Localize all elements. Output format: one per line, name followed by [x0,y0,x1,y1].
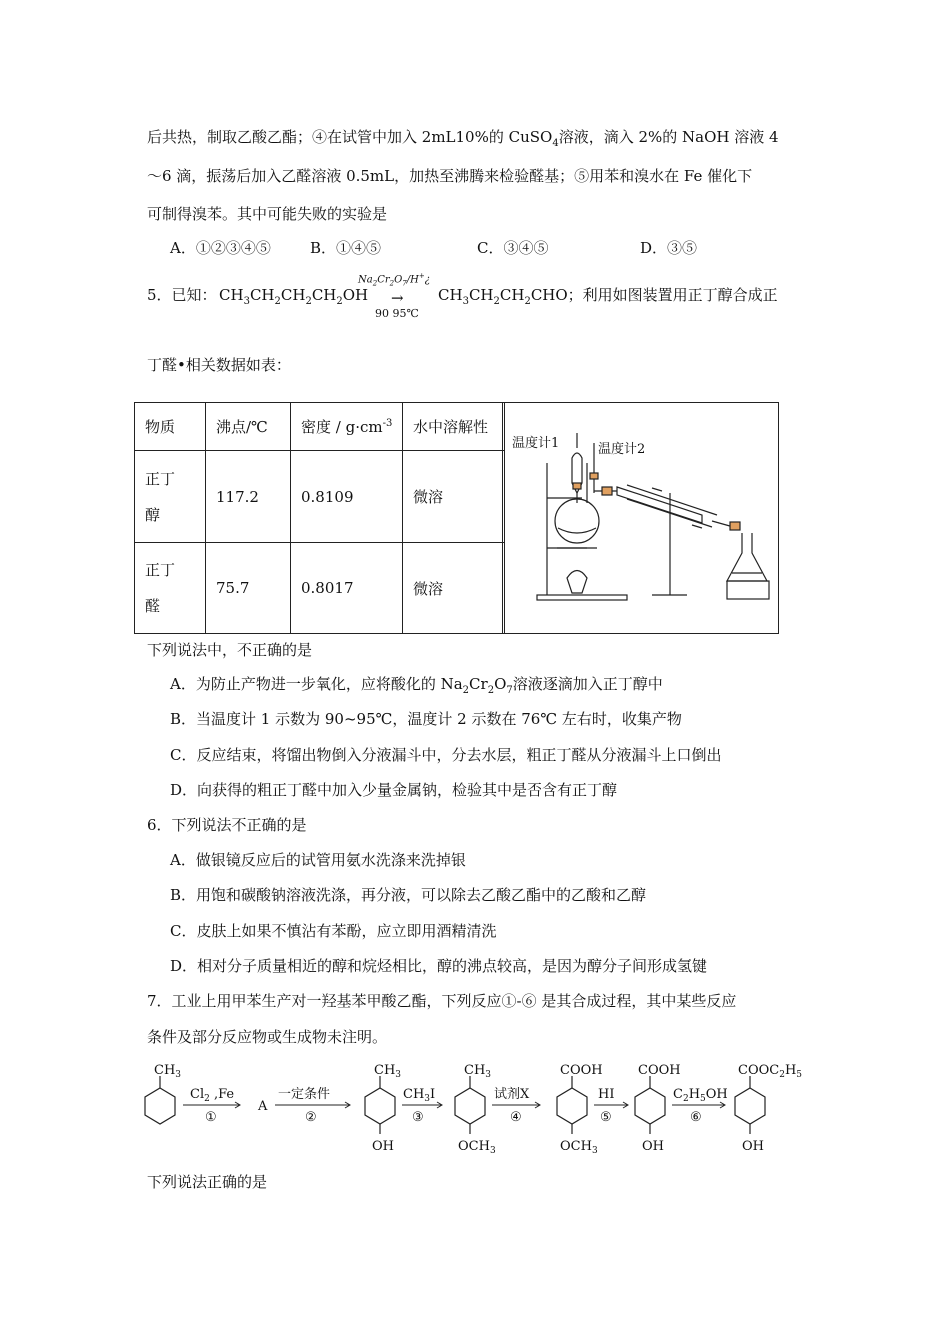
q4-option-c: C．③④⑤ [477,239,549,257]
svg-text:Cl2 ,Fe: $Cl_2$ ,Fe [190,1087,235,1104]
q5-arrow: → [391,289,404,307]
svg-text:COOH: COOH [638,1063,681,1078]
hydroxybenzoic-ring [635,1076,665,1134]
q5-prompt: 下列说法中，不正确的是 [147,641,313,659]
q7-line2: 条件及部分反应物或生成物未注明。 [147,1028,388,1046]
receiving-flask [727,533,767,581]
cell-solubility: 微溶 [403,543,505,634]
cell-bp: 117.2 [206,451,291,543]
intermediate-a: A [258,1099,268,1114]
anisic-acid-ring [557,1076,587,1134]
svg-text:⑤: ⑤ [600,1110,612,1125]
q6-option-d: D．相对分子质量相近的醇和烷烃相比，醇的沸点较高，是因为醇分子间形成氢键 [170,957,708,975]
cell-density: 0.8109 [291,451,403,543]
q5-option-b: B．当温度计 1 示数为 90~95℃，温度计 2 示数在 76℃ 左右时，收集产物 [170,710,682,728]
svg-text:OCH3: $OCH_3$ [458,1139,496,1156]
cell-bp: 75.7 [206,543,291,634]
methylanisole-ring [455,1076,485,1134]
q4-line1-sub: 4 [552,138,559,149]
table-row [135,451,505,543]
condenser [617,487,702,523]
cell-name: 正丁 醛 [135,543,206,634]
header-bp: 沸点/℃ [206,403,291,451]
q5-number: 5．已知： [147,286,217,304]
q5-option-d: D．向获得的粗正丁醛中加入少量金属钠，检验其中是否含有正丁醇 [170,781,618,799]
svg-text:一定条件: 一定条件 [278,1087,331,1102]
q4-option-b: B．①④⑤ [310,239,382,257]
q6-stem: 6．下列说法不正确的是 [147,816,307,834]
svg-text:HI: HI [598,1087,615,1102]
svg-text:CH3: $CH_3$ [464,1063,492,1080]
svg-text:OH: OH [372,1139,394,1154]
thermometer1-label: 温度计1 [512,436,560,451]
apparatus-diagram [502,403,779,634]
svg-text:C2H5OH: $C_2H_5OH$ [673,1087,728,1104]
svg-text:COOC2H5: $COOC_2H_5$ [738,1063,803,1080]
header-density: 密度 / $g\cdot cm^{-3}$ [291,403,403,451]
q7-prompt: 下列说法正确的是 [147,1173,268,1191]
svg-text:CH3I: $CH_3I$ [403,1087,436,1104]
q5-option-c: C．反应结束，将馏出物倒入分液漏斗中，分去水层，粗正丁醛从分液漏斗上口倒出 [170,746,722,764]
toluene-ch3: $CH_3$ [154,1063,182,1080]
q5-data-table [134,402,505,634]
q5-above-arrow: $Na_2Cr_2O_7/H^+¿$ [358,272,431,288]
q4-line2: ～6 滴，振荡后加入乙醛溶液 0.5mL，加热至沸腾来检验醛基；⑤用苯和溴水在 Fe 催化下 [147,167,753,185]
svg-text:CH3: $CH_3$ [374,1063,402,1080]
thermometer2-label: 温度计2 [598,442,646,457]
svg-text:试剂X: 试剂X [494,1087,530,1102]
q6-option-c: C．皮肤上如果不慎沾有苯酚，应立即用酒精清洗 [170,922,497,940]
header-solubility: 水中溶解性 [403,403,505,451]
toluene-ring [145,1076,175,1124]
round-flask [555,499,599,543]
svg-text:⑥: ⑥ [690,1110,702,1125]
svg-text:OCH3: $OCH_3$ [560,1139,598,1156]
svg-text:③: ③ [412,1110,424,1125]
svg-text:OH: OH [742,1139,764,1154]
q5-option-a: A．为防止产物进一步氧化，应将酸化的 $Na_2Cr_2O_7$溶液逐滴加入正丁醇中 [170,675,663,696]
q5-product: $CH_3CH_2CH_2CHO$；利用如图装置用正丁醇合成正 [438,286,778,307]
distillation-apparatus [502,403,779,634]
q6-option-b: B．用饱和碳酸钠溶液洗涤，再分液，可以除去乙酸乙酯中的乙酸和乙醇 [170,886,647,904]
cresol-ring [365,1076,395,1134]
svg-text:②: ② [305,1110,317,1125]
table-row [135,543,505,634]
header-substance: 物质 [135,403,206,451]
q5-line2: 丁醛•相关数据如表： [147,356,291,374]
q4-option-a: A．①②③④⑤ [170,239,271,257]
q4-option-d: D．③⑤ [640,239,698,257]
synthesis-scheme [140,1058,810,1158]
receiver-stand [727,581,769,599]
svg-text:COOH: COOH [560,1063,603,1078]
cell-name: 正丁 醇 [135,451,206,543]
svg-text:①: ① [205,1110,217,1125]
q5-reactant: $CH_3CH_2CH_2CH_2OH$ [219,286,369,307]
cell-density: 0.8017 [291,543,403,634]
ester-ring [735,1076,765,1134]
cell-solubility: 微溶 [403,451,505,543]
q4-line1 [147,127,779,154]
q4-line3: 可制得溴苯。其中可能失败的实验是 [147,205,388,223]
q4-line1-suffix: 溶液，滴入 2%的 NaOH 溶液 4 [558,128,779,146]
q4-line1-text: 后共热，制取乙酸乙酯；④在试管中加入 2mL10%的 CuSO [147,128,553,146]
q5-below-arrow: 90 95℃ [375,307,419,320]
stand-base [537,595,627,600]
q7-line1: 7．工业上用甲苯生产对一羟基苯甲酸乙酯，下列反应①-⑥ 是其合成过程，其中某些反应 [147,992,737,1010]
table-header-row [135,403,505,451]
q6-option-a: A．做银镜反应后的试管用氨水洗涤来洗掉银 [170,851,466,869]
svg-text:④: ④ [510,1110,522,1125]
svg-text:OH: OH [642,1139,664,1154]
